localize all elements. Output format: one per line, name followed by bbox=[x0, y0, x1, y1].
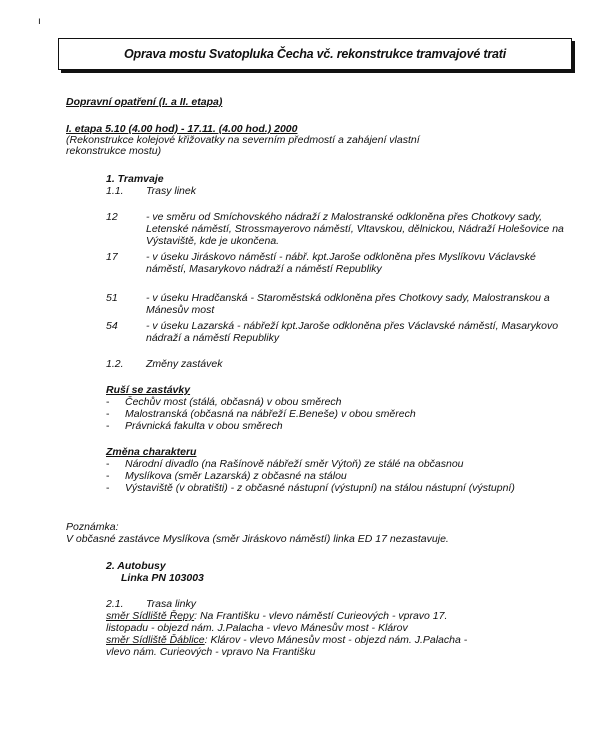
section-1-2-label: Změny zastávek bbox=[146, 358, 223, 370]
route-direction-dablice bbox=[106, 634, 467, 646]
route-direction-label: směr Sídliště Ďáblice bbox=[106, 634, 205, 646]
bus-line-id: Linka PN 103003 bbox=[121, 572, 204, 584]
section-1-1-number: 1.1. bbox=[106, 185, 124, 197]
bullet-dash: - bbox=[106, 408, 110, 420]
note-label: Poznámka: bbox=[66, 521, 119, 533]
cancelled-stop-item: Čechův most (stálá, občasná) v obou směrech bbox=[125, 396, 342, 408]
cancelled-stops-heading: Ruší se zastávky bbox=[106, 384, 191, 396]
stage-note-line-2: rekonstrukce mostu) bbox=[66, 145, 162, 157]
tram-line-route: - v úseku Lazarská - nábřeží kpt.Jaroše odkloněna přes Václavské náměstí, Masarykovo nádraží a náměstí Republiky bbox=[146, 320, 559, 344]
route-direction-dablice-cont: vlevo nám. Curieových - vpravo Na Františku bbox=[106, 646, 316, 658]
section-trams-heading: 1. Tramvaje bbox=[106, 173, 164, 185]
change-character-heading: Změna charakteru bbox=[106, 446, 197, 458]
tram-line-number: 54 bbox=[106, 320, 118, 332]
stop-change-item: Národní divadlo (na Rašínově nábřeží směr Výtoň) ze stálé na občasnou bbox=[125, 458, 464, 470]
title-box bbox=[58, 38, 572, 70]
tram-line-route: - v úseku Hradčanská - Staroměstská odkloněna přes Chotkovy sady, Malostranskou a Mánesův most bbox=[146, 292, 550, 316]
stage-heading: I. etapa 5.10 (4.00 hod) - 17.11. (4.00 hod.) 2000 bbox=[66, 123, 298, 135]
route-direction-text: : Na Františku - vlevo náměstí Curieových - vpravo 17. bbox=[194, 610, 448, 622]
scan-speck: ı bbox=[38, 16, 41, 27]
bullet-dash: - bbox=[106, 482, 110, 494]
bullet-dash: - bbox=[106, 420, 110, 432]
tram-line-route: - ve směru od Smíchovského nádraží z Malostranské odkloněna přes Chotkovy sady, Letenské náměstí, Strossmayerovo náměstí, Vltavskou, dělnickou, Nádraží Holešovice na Výstaviště, kde je ukončena. bbox=[146, 211, 564, 247]
cancelled-stop-item: Malostranská (občasná na nábřeží E.Beneše) v obou směrech bbox=[125, 408, 416, 420]
document-title: Oprava mostu Svatopluka Čecha vč. rekonstrukce tramvajové trati bbox=[123, 47, 506, 61]
tram-line-number: 51 bbox=[106, 292, 118, 304]
tram-line-number: 17 bbox=[106, 251, 118, 263]
route-direction-repy-cont: listopadu - objezd nám. J.Palacha - vlevo Mánesův most - Klárov bbox=[106, 622, 408, 634]
stop-change-item: Výstaviště (v obratišti) - z občasné nástupní (výstupní) na stálou nástupní (výstupní) bbox=[125, 482, 515, 494]
stop-change-item: Myslíkova (směr Lazarská) z občasné na stálou bbox=[125, 470, 347, 482]
bullet-dash: - bbox=[106, 396, 110, 408]
section-buses-heading: 2. Autobusy bbox=[106, 560, 166, 572]
tram-line-number: 12 bbox=[106, 211, 118, 223]
stage-note-line-1: (Rekonstrukce kolejové křižovatky na severním předmostí a zahájení vlastní bbox=[66, 134, 420, 146]
section-1-1-label: Trasy linek bbox=[146, 185, 196, 197]
note-text: V občasné zastávce Myslíkova (směr Jiráskovo náměstí) linka ED 17 nezastavuje. bbox=[66, 533, 449, 545]
cancelled-stop-item: Právnická fakulta v obou směrech bbox=[125, 420, 283, 432]
section-2-1-label: Trasa linky bbox=[146, 598, 196, 610]
section-1-2-number: 1.2. bbox=[106, 358, 124, 370]
bullet-dash: - bbox=[106, 458, 110, 470]
traffic-measures-heading: Dopravní opatření (I. a II. etapa) bbox=[66, 96, 223, 108]
section-2-1-number: 2.1. bbox=[106, 598, 124, 610]
tram-line-route: - v úseku Jiráskovo náměstí - nábř. kpt.Jaroše odkloněna přes Myslíkovu Václavské náměstí, Masarykovo nádraží a náměstí Republiky bbox=[146, 251, 536, 275]
route-direction-label: směr Sídliště Řepy bbox=[106, 610, 195, 622]
route-direction-text: : Klárov - vlevo Mánesův most - objezd nám. J.Palacha - bbox=[204, 634, 468, 646]
bullet-dash: - bbox=[106, 470, 110, 482]
route-direction-repy bbox=[106, 610, 447, 622]
